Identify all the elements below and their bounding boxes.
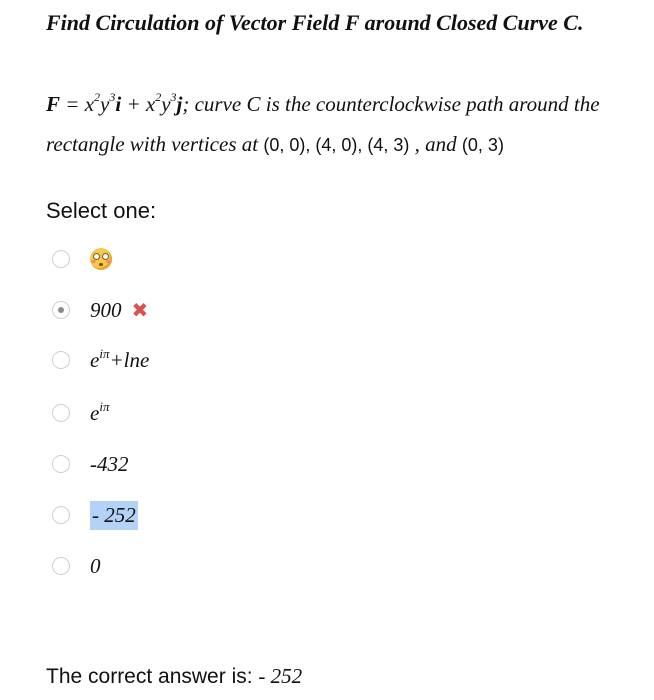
term2-exp2: 3 [170, 90, 177, 104]
feedback-prefix: The correct answer is: [46, 665, 259, 688]
select-one-prompt: Select one: [46, 198, 157, 223]
incorrect-x-icon: ✖ [131, 298, 149, 322]
term2-base: x [145, 92, 156, 116]
field-var: F [46, 92, 61, 116]
plus-sign: + [121, 92, 146, 116]
term1-mid: y [100, 92, 110, 116]
flushed-face-emoji-icon [90, 248, 112, 270]
correct-answer-feedback [46, 664, 302, 689]
option-label: $e^{i\pi}$ [90, 398, 110, 425]
term2-vec: j [176, 92, 183, 116]
radio-option-2[interactable] [52, 301, 70, 319]
sep-2: , [357, 135, 368, 155]
option-emoji[interactable] [52, 244, 112, 274]
feedback-value: - 252 [258, 664, 303, 688]
option-e-ipi-plus-lne[interactable] [52, 345, 149, 375]
option-label: 900 [90, 297, 122, 322]
vertex-4: (0, 3) [461, 135, 504, 155]
term2-exp1: 2 [155, 90, 162, 104]
problem-statement [46, 84, 646, 165]
question-title: Find Circulation of Vector Field F around Closed Curve C. [46, 10, 584, 35]
radio-option-6[interactable] [52, 506, 70, 524]
term1-exp1: 2 [94, 90, 101, 104]
vertex-1: (0, 0) [263, 135, 306, 155]
vertex-2: (4, 0) [315, 135, 358, 155]
option-neg-252[interactable] [52, 500, 138, 530]
term1-exp2: 3 [109, 90, 116, 104]
radio-option-7[interactable] [52, 557, 70, 575]
sep-1: , [305, 135, 316, 155]
radio-option-5[interactable] [52, 455, 70, 473]
vertex-3: (4, 3) [367, 135, 410, 155]
option-label: 0 [90, 553, 101, 578]
and-text: , and [409, 132, 462, 156]
radio-option-4[interactable] [52, 404, 70, 422]
option-neg-432[interactable] [52, 449, 129, 479]
term2-mid: y [161, 92, 171, 116]
term1-vec: i [115, 92, 122, 116]
term1-base: x [84, 92, 95, 116]
option-e-ipi[interactable] [52, 398, 109, 428]
radio-option-1[interactable] [52, 250, 70, 268]
option-900[interactable] [52, 295, 148, 325]
radio-option-3[interactable] [52, 351, 70, 369]
curve-text: ; curve C is the counterclockwise path around the rectangle with vertices at [46, 92, 600, 156]
option-label: $e^{i\pi}+\ln e$ [90, 345, 150, 372]
option-label: -432 [90, 451, 129, 476]
option-zero[interactable] [52, 551, 101, 581]
field-eq: = [60, 92, 85, 116]
option-label: - 252 [90, 501, 138, 530]
